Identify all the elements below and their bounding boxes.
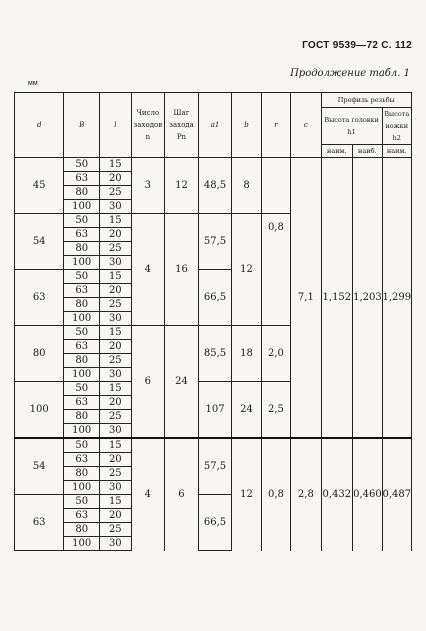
cell-B: 63 [64, 453, 100, 467]
cell-starts: 3 [131, 158, 165, 214]
cell-a1: 66,5 [198, 495, 232, 551]
cell-l: 15 [100, 214, 132, 228]
col-b: b [232, 93, 261, 158]
cell-l: 15 [100, 382, 132, 396]
cell-l: 15 [100, 438, 132, 453]
cell-l: 30 [100, 312, 132, 326]
cell-d: 54 [15, 214, 64, 270]
col-starts: Число заходов n [131, 93, 165, 158]
cell-a1: 48,5 [198, 158, 232, 214]
cell-d: 45 [15, 158, 64, 214]
cell-l: 15 [100, 326, 132, 340]
cell-B: 63 [64, 396, 100, 410]
cell-B: 50 [64, 495, 100, 509]
cell-B: 100 [64, 481, 100, 495]
cell-h2: 0,487 [382, 438, 411, 551]
cell-l: 20 [100, 284, 132, 298]
cell-B: 50 [64, 326, 100, 340]
cell-starts: 6 [131, 326, 165, 439]
cell-l: 30 [100, 424, 132, 439]
cell-B: 100 [64, 312, 100, 326]
cell-b: 18 [232, 326, 261, 382]
cell-B: 100 [64, 537, 100, 551]
cell-B: 100 [64, 200, 100, 214]
cell-a1: 66,5 [198, 270, 232, 326]
cell-l: 25 [100, 410, 132, 424]
cell-l: 20 [100, 340, 132, 354]
cell-B: 63 [64, 284, 100, 298]
col-B: B [64, 93, 100, 158]
cell-B: 63 [64, 340, 100, 354]
col-thread-profile: Профиль резьбы [321, 93, 411, 108]
cell-r: 2,5 [261, 382, 290, 439]
cell-B: 80 [64, 298, 100, 312]
cell-B: 80 [64, 186, 100, 200]
cell-r: 2,0 [261, 326, 290, 382]
cell-h1-min: 1,152 [321, 158, 353, 439]
cell-d: 100 [15, 382, 64, 439]
cell-B: 50 [64, 438, 100, 453]
cell-r: 0,8 [261, 438, 290, 551]
cell-B: 100 [64, 256, 100, 270]
cell-l: 20 [100, 509, 132, 523]
cell-pitch: 16 [165, 214, 199, 326]
cell-l: 20 [100, 396, 132, 410]
cell-B: 50 [64, 270, 100, 284]
cell-B: 80 [64, 523, 100, 537]
cell-pitch: 6 [165, 438, 199, 551]
col-nom1: наим. [321, 145, 353, 158]
cell-b: 8 [232, 158, 261, 214]
cell-B: 100 [64, 368, 100, 382]
cell-b: 12 [232, 214, 261, 326]
cell-B: 80 [64, 410, 100, 424]
cell-a1: 57,5 [198, 438, 232, 495]
cell-b: 12 [232, 438, 261, 551]
col-leg-height: Высота ножки h2 [382, 108, 411, 145]
cell-c: 7,1 [291, 158, 321, 439]
col-c: c [291, 93, 321, 158]
col-pitch: Шаг захода Pn [165, 93, 199, 158]
cell-d: 63 [15, 270, 64, 326]
cell-l: 15 [100, 495, 132, 509]
cell-l: 25 [100, 523, 132, 537]
header-row [15, 93, 412, 108]
cell-starts: 4 [131, 214, 165, 326]
col-l: l [100, 93, 132, 158]
col-nom2: наим. [382, 145, 411, 158]
cell-r: 0,8 [261, 214, 290, 326]
cell-B: 50 [64, 382, 100, 396]
cell-d: 80 [15, 326, 64, 382]
cell-c: 2,8 [291, 438, 321, 551]
cell-d: 63 [15, 495, 64, 551]
cell-l: 15 [100, 158, 132, 172]
table-row [15, 158, 412, 172]
cell-l: 30 [100, 481, 132, 495]
cell-l: 30 [100, 368, 132, 382]
cell-l: 30 [100, 256, 132, 270]
cell-l: 25 [100, 298, 132, 312]
col-a1: a1 [198, 93, 232, 158]
cell-l: 25 [100, 467, 132, 481]
col-r: r [261, 93, 290, 158]
cell-B: 63 [64, 228, 100, 242]
table-row [15, 438, 412, 453]
cell-h2: 1,299 [382, 158, 411, 439]
cell-l: 15 [100, 270, 132, 284]
col-d: d [15, 93, 64, 158]
cell-l: 25 [100, 186, 132, 200]
cell-B: 100 [64, 424, 100, 439]
cell-d: 54 [15, 438, 64, 495]
cell-b: 24 [232, 382, 261, 439]
cell-l: 25 [100, 354, 132, 368]
cell-h1-max: 0,460 [353, 438, 382, 551]
cell-pitch: 24 [165, 326, 199, 439]
cell-a1: 85,5 [198, 326, 232, 382]
cell-starts: 4 [131, 438, 165, 551]
thread-parameters-table [14, 92, 412, 551]
cell-l: 20 [100, 172, 132, 186]
cell-l: 30 [100, 200, 132, 214]
standard-number: ГОСТ 9539—72 С. 112 [302, 40, 412, 51]
cell-B: 63 [64, 172, 100, 186]
units-label: мм [28, 80, 38, 87]
cell-B: 63 [64, 509, 100, 523]
cell-h1-max: 1,203 [353, 158, 382, 439]
table-body [15, 158, 412, 551]
col-head-height: Высота головки h1 [321, 108, 382, 145]
cell-h1-min: 0,432 [321, 438, 353, 551]
cell-B: 80 [64, 354, 100, 368]
cell-l: 20 [100, 453, 132, 467]
cell-B: 80 [64, 467, 100, 481]
cell-l: 30 [100, 537, 132, 551]
cell-l: 20 [100, 228, 132, 242]
cell-B: 50 [64, 214, 100, 228]
cell-B: 80 [64, 242, 100, 256]
col-max1: наиб. [353, 145, 382, 158]
cell-B: 50 [64, 158, 100, 172]
cell-a1: 57,5 [198, 214, 232, 270]
cell-r [261, 158, 290, 214]
cell-a1: 107 [198, 382, 232, 439]
cell-l: 25 [100, 242, 132, 256]
table-continuation: Продолжение табл. 1 [290, 68, 410, 79]
cell-pitch: 12 [165, 158, 199, 214]
